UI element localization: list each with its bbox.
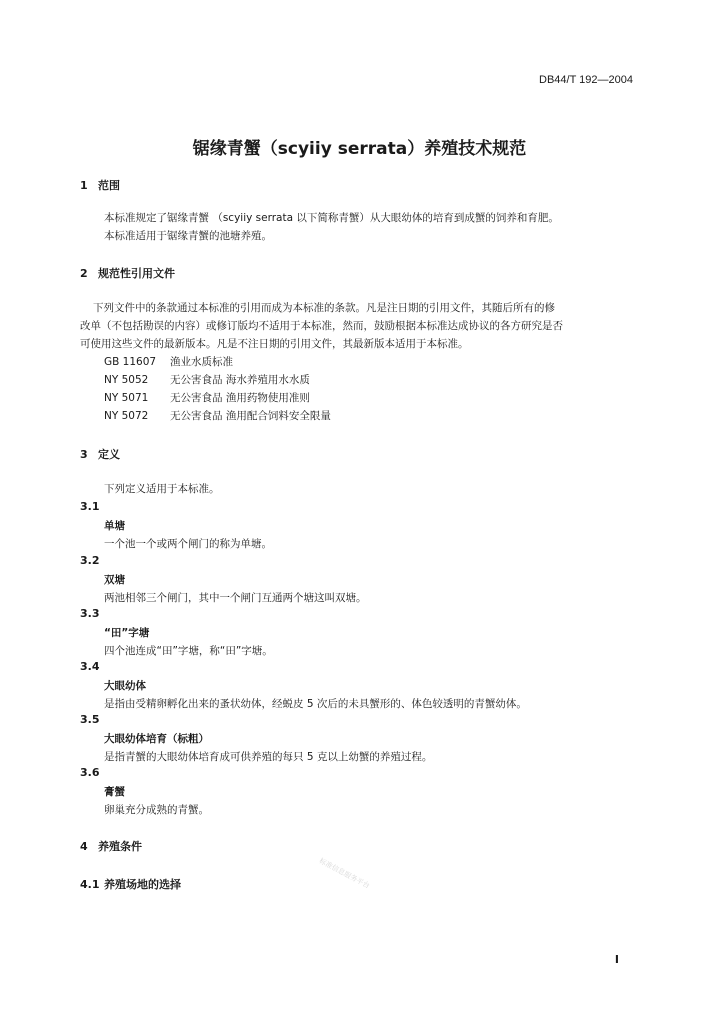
subsection-4-1-heading (80, 876, 181, 892)
definition-number: 3.6 (80, 766, 100, 779)
reference-title: 无公害食品 渔用药物使用准则 (170, 392, 310, 404)
normative-reference (104, 390, 310, 405)
definition-term: 大眼幼体培育（标粗） (104, 733, 209, 745)
section-4-heading (80, 838, 142, 854)
definition-term: 大眼幼体 (104, 680, 146, 692)
paragraph: 本标准适用于锯缘青蟹的池塘养殖。 (104, 230, 272, 242)
document-title: 锯缘青蟹（scyiiy serrata）养殖技术规范 (192, 139, 527, 159)
reference-title: 渔业水质标准 (170, 356, 233, 368)
page-number: I (614, 953, 619, 966)
subsection-number: 4.1 (80, 878, 100, 891)
reference-title: 无公害食品 海水养殖用水水质 (170, 374, 310, 386)
reference-code: NY 5071 (104, 392, 149, 404)
paragraph: 下列定义适用于本标准。 (104, 483, 220, 495)
definition-text: 两池相邻三个闸门，其中一个闸门互通两个塘这叫双塘。 (104, 592, 367, 604)
section-title: 养殖条件 (98, 840, 142, 853)
reference-code: GB 11607 (104, 356, 157, 368)
section-number: 4 (80, 840, 88, 853)
section-title: 定义 (98, 448, 120, 461)
definition-term: 双塘 (104, 574, 125, 586)
normative-reference (104, 372, 310, 387)
definition-term: “田”字塘 (104, 627, 150, 639)
section-3-heading (80, 446, 120, 462)
definition-number: 3.1 (80, 500, 100, 513)
definition-term: 单塘 (104, 520, 125, 532)
definition-text: 一个池一个或两个闸门的称为单塘。 (104, 538, 272, 550)
section-title: 规范性引用文件 (98, 267, 175, 280)
definition-number: 3.3 (80, 607, 100, 620)
definition-text: 四个池连成“田”字塘，称“田”字塘。 (104, 645, 273, 657)
section-number: 3 (80, 448, 88, 461)
definition-number: 3.4 (80, 660, 100, 673)
section-2-heading (80, 265, 175, 281)
paragraph-line: 可使用这些文件的最新版本。凡是不注日期的引用文件，其最新版本适用于本标准。 (80, 338, 469, 350)
section-number: 1 (80, 179, 88, 192)
standard-code: DB44/T 192—2004 (539, 74, 633, 86)
definition-number: 3.2 (80, 554, 100, 567)
paragraph-line: 下列文件中的条款通过本标准的引用而成为本标准的条款。凡是注日期的引用文件，其随后所有的修 (93, 302, 555, 314)
definition-text: 是指由受精卵孵化出来的蚤状幼体，经蜕皮 5 次后的未具蟹形的、体色较透明的青蟹幼体。 (104, 698, 527, 710)
normative-reference (104, 354, 233, 369)
subsection-title: 养殖场地的选择 (104, 878, 181, 891)
reference-code: NY 5052 (104, 374, 149, 386)
reference-title: 无公害食品 渔用配合饲料安全限量 (170, 410, 331, 422)
definition-text: 是指青蟹的大眼幼体培育成可供养殖的每只 5 克以上幼蟹的养殖过程。 (104, 751, 433, 763)
section-title: 范围 (98, 179, 120, 192)
definition-term: 膏蟹 (104, 786, 125, 798)
definition-number: 3.5 (80, 713, 100, 726)
section-1-heading (80, 177, 120, 193)
definition-text: 卵巢充分成熟的青蟹。 (104, 804, 209, 816)
paragraph-line: 改单（不包括勘误的内容）或修订版均不适用于本标准，然而，鼓励根据本标准达成协议的各方研究是否 (80, 320, 563, 332)
normative-reference (104, 408, 331, 423)
paragraph: 本标准规定了锯缘青蟹 （scyiiy serrata 以下简称青蟹）从大眼幼体的培育到成蟹的饲养和育肥。 (104, 212, 559, 224)
reference-code: NY 5072 (104, 410, 149, 422)
watermark: 标准信息服务平台 (317, 856, 371, 891)
section-number: 2 (80, 267, 88, 280)
